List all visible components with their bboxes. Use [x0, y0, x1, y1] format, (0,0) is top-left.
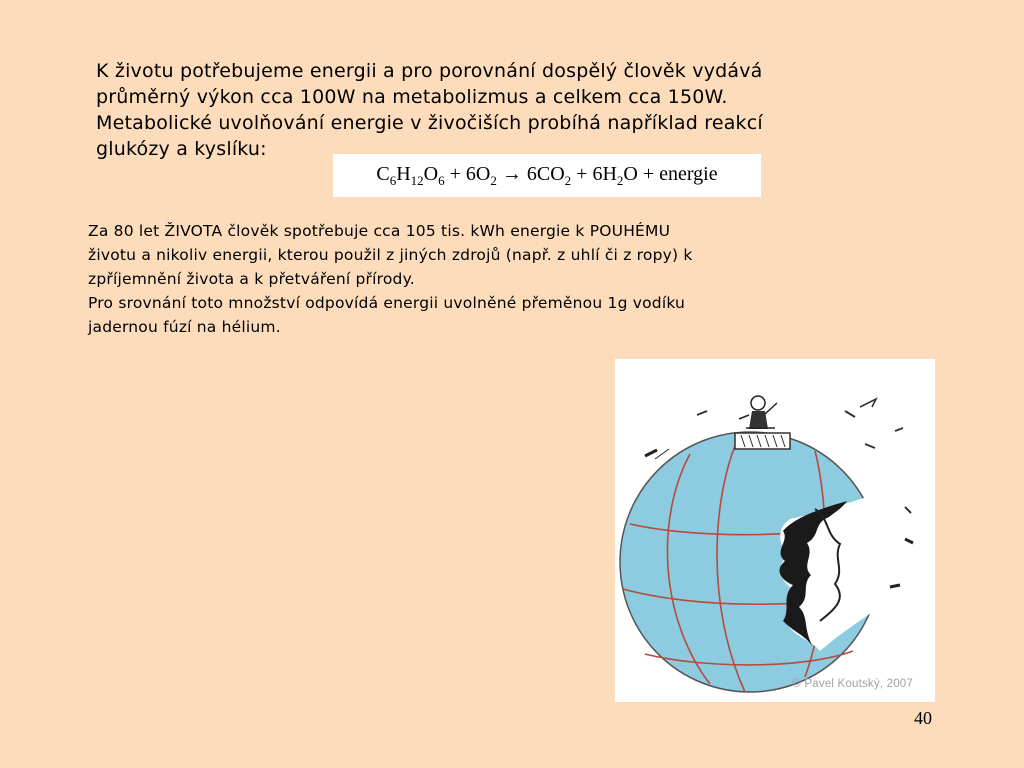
debris [860, 399, 876, 407]
intro-paragraph [96, 58, 916, 162]
debris [697, 411, 707, 415]
intro-line: glukózy a kyslíku: [96, 138, 267, 160]
body-line: zpříjemnění života a k přetváření přírody. [88, 270, 415, 288]
debris [905, 507, 911, 513]
debris [895, 428, 903, 431]
body-paragraph [88, 219, 908, 339]
eaten-globe-illustration [615, 359, 935, 702]
intro-line: K životu potřebujeme energii a pro porovnání dospělý člověk vydává [96, 60, 763, 82]
intro-line: Metabolické uvolňování energie v živočiších probíhá například reakcí [96, 112, 763, 134]
body-line: jadernou fúzí na hélium. [88, 318, 281, 336]
person-head [751, 396, 765, 410]
debris [845, 411, 855, 417]
page-number: 40 [914, 708, 932, 728]
glucose-oxidation-formula [333, 154, 761, 197]
formula-text: $C_6H_{12}O_6 + 6O_2 \to 6CO_2 + 6H_2O$ + energie [376, 162, 718, 188]
illustration-credit: © Pavel Koutský, 2007 [792, 678, 913, 690]
debris [645, 450, 657, 456]
arrow-icon: → [496, 162, 527, 185]
body-line: Pro srovnání toto množství odpovídá energii uvolněné přeměnou 1g vodíku [88, 294, 686, 312]
debris [890, 585, 900, 587]
body-line: Za 80 let ŽIVOTA člověk spotřebuje cca 105 tis. kWh energie k POUHÉMU [88, 222, 671, 240]
intro-line: průměrný výkon cca 100W na metabolizmus a celkem cca 150W. [96, 86, 728, 108]
debris [865, 444, 875, 448]
body-line: životu a nikoliv energii, kterou použil z jiných zdrojů (např. z uhlí či z ropy) k [88, 246, 693, 264]
debris [905, 539, 913, 543]
globe-drawing [615, 359, 935, 702]
